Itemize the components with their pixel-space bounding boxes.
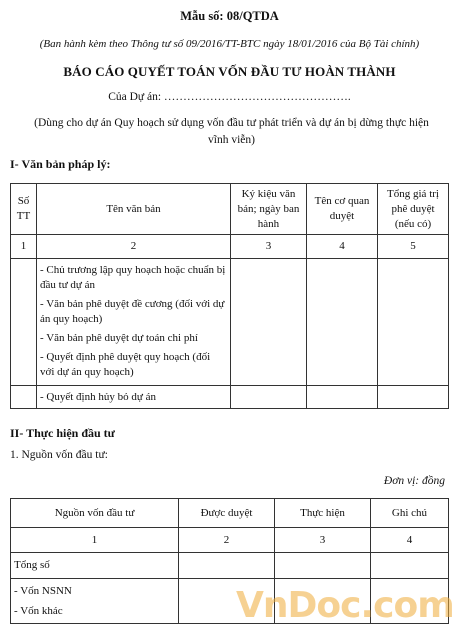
table-row — [11, 259, 449, 386]
list-item: - Văn bản phê duyệt dự toán chi phí — [40, 332, 198, 344]
list-item: - Quyết định phê duyệt quy hoạch (đối với dự án quy hoạch) — [40, 351, 211, 378]
unit-note: Đơn vị: đồng — [383, 475, 445, 487]
legal-documents-table — [10, 183, 449, 409]
column-header: Tên cơ quan duyệt — [307, 184, 378, 235]
column-number: 1 — [11, 528, 179, 553]
column-number-row — [11, 235, 449, 259]
list-item: - Chủ trương lập quy hoạch hoặc chuẩn bị đầu tư dự án — [40, 264, 226, 291]
table-header-row — [11, 184, 449, 235]
row-label — [11, 579, 179, 624]
report-title: BÁO CÁO QUYẾT TOÁN VỐN ĐẦU TƯ HOÀN THÀNH — [63, 64, 396, 79]
scope-note: (Dùng cho dự án Quy hoạch sử dụng vốn đầu tư phát triển và dự án bị dừng thực hiện vĩnh viễn) — [34, 117, 429, 146]
document-list — [37, 259, 231, 386]
column-number: 5 — [378, 235, 449, 259]
column-number-row — [11, 528, 449, 553]
table-row — [11, 553, 449, 579]
column-number: 3 — [231, 235, 307, 259]
column-header: Tổng giá trị phê duyệt (nếu có) — [378, 184, 449, 235]
column-header: Thực hiện — [275, 499, 371, 528]
column-header: Số TT — [11, 184, 37, 235]
column-header: Tên văn bản — [37, 184, 231, 235]
column-header: Được duyệt — [179, 499, 275, 528]
project-line: Của Dự án: …………………………………………. — [108, 91, 351, 103]
table-header-row — [11, 499, 449, 528]
column-number: 1 — [11, 235, 37, 259]
section-2-heading: II- Thực hiện đầu tư — [10, 426, 115, 440]
form-number: Mẫu số: 08/QTDA — [180, 9, 279, 23]
column-number: 2 — [179, 528, 275, 553]
column-number: 2 — [37, 235, 231, 259]
column-header: Ký kiệu văn bản; ngày ban hành — [231, 184, 307, 235]
row-label-other: - Vốn khác — [14, 604, 63, 617]
row-label-state-budget: - Vốn NSNN — [14, 584, 72, 597]
column-header: Nguồn vốn đầu tư — [11, 499, 179, 528]
row-label: Tổng số — [11, 553, 179, 579]
column-header: Ghi chú — [371, 499, 449, 528]
subsection-heading: 1. Nguồn vốn đầu tư: — [10, 449, 108, 461]
column-number: 4 — [307, 235, 378, 259]
watermark-logo: VnDoc.com — [236, 585, 454, 626]
list-item: - Quyết định hủy bỏ dự án — [37, 386, 231, 409]
issuing-note: (Ban hành kèm theo Thông tư số 09/2016/TT-BTC ngày 18/01/2016 của Bộ Tài chính) — [39, 38, 420, 50]
table-row — [11, 386, 449, 409]
column-number: 4 — [371, 528, 449, 553]
column-number: 3 — [275, 528, 371, 553]
section-1-heading: I- Văn bản pháp lý: — [10, 157, 111, 171]
list-item: - Văn bản phê duyệt đề cương (đối với dự án quy hoạch) — [40, 298, 225, 325]
